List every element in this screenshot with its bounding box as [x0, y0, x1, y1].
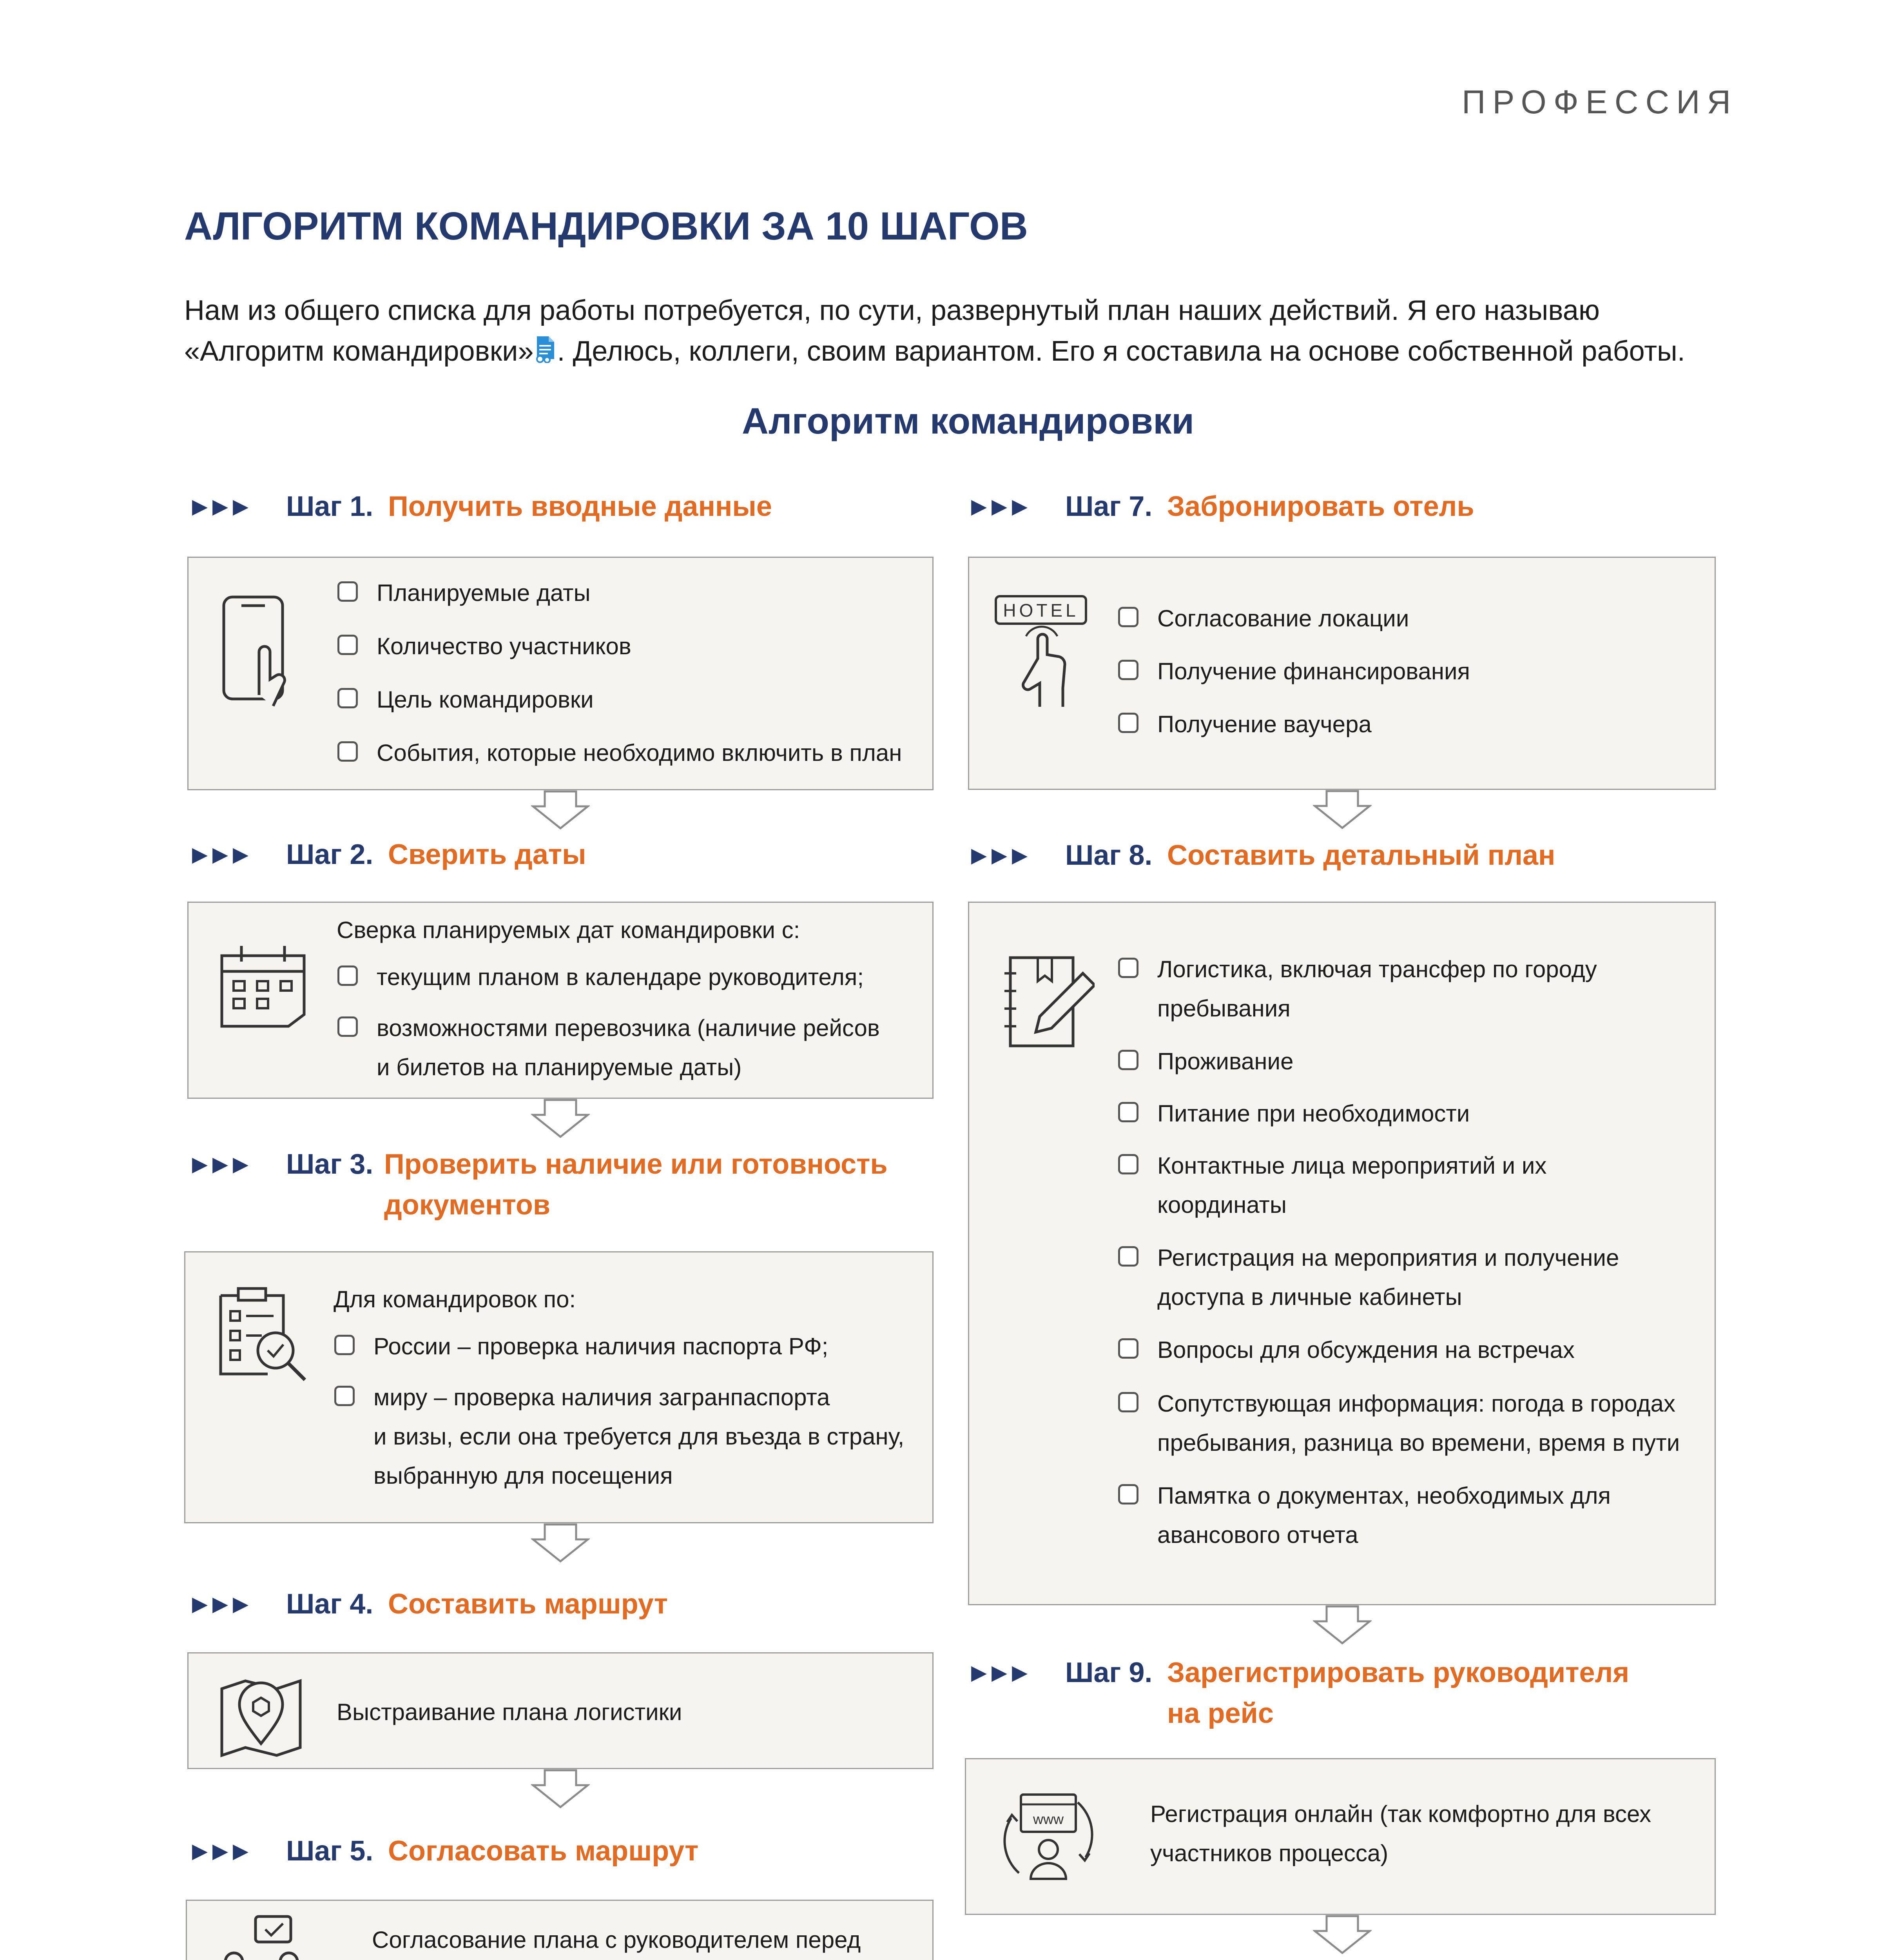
intro-paragraph — [184, 290, 1736, 372]
www-text: www — [1033, 1811, 1064, 1827]
checkbox[interactable] — [1118, 713, 1138, 733]
checkbox[interactable] — [1118, 660, 1138, 680]
checkbox[interactable] — [337, 1016, 358, 1037]
checkbox[interactable] — [1118, 1338, 1138, 1359]
checkbox[interactable] — [1118, 607, 1138, 627]
checklist-item: Памятка о документах, необходимых для авансового отчета — [1157, 1483, 1611, 1548]
step-title: Проверить наличие или готовность документов — [384, 1149, 888, 1221]
step-title: Получить вводные данные — [388, 491, 772, 522]
step-arrows: ▶▶▶ — [192, 1593, 253, 1615]
step-arrows: ▶▶▶ — [192, 495, 253, 518]
checklist-item: Получение ваучера — [1157, 711, 1372, 737]
smartphone-touch-icon — [220, 593, 298, 707]
step-lead-text: Сверка планируемых дат командировки с: — [337, 917, 800, 943]
step-number: Шаг 1. — [286, 491, 373, 522]
checklist-item: Сопутствующая информация: погода в городах пребывания, разница во времени, время в пути — [1157, 1390, 1680, 1456]
step-title: Согласовать маршрут — [388, 1835, 699, 1867]
checklist-item: Согласование локации — [1157, 605, 1409, 632]
hotel-sign-text: HOTEL — [1003, 600, 1079, 621]
hotel-sign-icon — [993, 593, 1091, 711]
checkbox[interactable] — [337, 581, 358, 602]
checklist-item: Проживание — [1157, 1048, 1294, 1074]
checkbox[interactable] — [1118, 958, 1138, 978]
down-arrow-icon — [1313, 1605, 1372, 1644]
checkbox[interactable] — [1118, 1102, 1138, 1122]
checklist-item: События, которые необходимо включить в план — [377, 740, 902, 766]
step-3-box — [184, 1251, 934, 1523]
step-arrows: ▶▶▶ — [192, 1840, 253, 1862]
step-number: Шаг 5. — [286, 1835, 373, 1867]
checkbox[interactable] — [1118, 1484, 1138, 1504]
step-8-box — [968, 902, 1716, 1605]
page-heading: АЛГОРИТМ КОМАНДИРОВКИ ЗА 10 ШАГОВ — [184, 204, 1028, 248]
step-2-box — [187, 902, 934, 1099]
checkbox[interactable] — [337, 688, 358, 708]
checkbox[interactable] — [337, 635, 358, 655]
checklist-magnifier-icon — [217, 1284, 311, 1382]
step-number: Шаг 7. — [1065, 491, 1153, 522]
step-number: Шаг 8. — [1065, 840, 1153, 871]
step-lead-text: Выстраивание плана логистики — [337, 1699, 682, 1725]
calendar-icon — [218, 940, 308, 1030]
step-title: Сверить даты — [388, 839, 586, 870]
document-link-icon[interactable] — [535, 333, 556, 361]
checklist-item: Количество участников — [377, 633, 631, 659]
section-label: ПРОФЕССИЯ — [1462, 83, 1738, 120]
checkbox[interactable] — [1118, 1050, 1138, 1070]
step-arrows: ▶▶▶ — [971, 495, 1032, 518]
step-5-box — [186, 1900, 934, 1960]
checkbox[interactable] — [1118, 1154, 1138, 1174]
down-arrow-icon — [1313, 1915, 1372, 1954]
step-lead-text: Согласование плана с руководителем перед — [372, 1927, 861, 1953]
notebook-pen-icon — [1001, 954, 1095, 1052]
checklist-item: Регистрация на мероприятия и получение доступа в личные кабинеты — [1157, 1245, 1619, 1310]
step-7-box — [968, 557, 1716, 790]
step-title: Зарегистрировать руководителя на рейс — [1167, 1657, 1630, 1729]
step-4-box — [187, 1652, 934, 1769]
map-pin-icon — [218, 1665, 308, 1759]
checkbox[interactable] — [1118, 1392, 1138, 1412]
checklist-item: Контактные лица мероприятий и их координаты — [1157, 1152, 1547, 1218]
step-arrows: ▶▶▶ — [192, 843, 253, 866]
checklist-item: Планируемые даты — [377, 580, 591, 606]
step-arrows: ▶▶▶ — [971, 844, 1032, 867]
step-title: Составить детальный план — [1167, 840, 1555, 871]
people-approval-icon — [216, 1915, 310, 1960]
down-arrow-icon — [1313, 790, 1372, 829]
checkbox[interactable] — [334, 1335, 355, 1355]
step-arrows: ▶▶▶ — [192, 1153, 253, 1176]
step-title: Забронировать отель — [1167, 491, 1474, 522]
checkbox[interactable] — [337, 741, 358, 762]
down-arrow-icon — [531, 1523, 590, 1563]
down-arrow-icon — [531, 1769, 590, 1808]
step-lead-text: Для командировок по: — [334, 1286, 576, 1312]
checklist-item: миру – проверка наличия загранпаспорта и визы, если она требуется для въезда в страну, выбранную для посещения — [373, 1384, 905, 1489]
step-number: Шаг 2. — [286, 839, 373, 870]
checkbox[interactable] — [1118, 1246, 1138, 1267]
step-1-box — [187, 557, 934, 790]
step-title: Составить маршрут — [388, 1588, 668, 1620]
checklist-item: текущим планом в календаре руководителя; — [377, 964, 864, 990]
algorithm-subtitle: Алгоритм командировки — [741, 400, 1195, 441]
checklist-item: Получение финансирования — [1157, 658, 1470, 684]
step-number: Шаг 4. — [286, 1588, 373, 1620]
checklist-item: возможностями перевозчика (наличие рейсов и билетов на планируемые даты) — [377, 1015, 880, 1080]
step-9-box — [965, 1758, 1716, 1915]
down-arrow-icon — [531, 1099, 590, 1138]
checklist-item: России – проверка наличия паспорта РФ; — [373, 1333, 828, 1359]
checklist-item: Вопросы для обсуждения на встречах — [1157, 1337, 1575, 1363]
step-number: Шаг 3. — [286, 1149, 373, 1180]
intro-text-2: . Делюсь, коллеги, своим вариантом. Его я составила на основе собственной работы. — [557, 336, 1685, 367]
step-lead-text: Регистрация онлайн (так комфортно для всех участников процесса) — [1150, 1801, 1651, 1866]
step-arrows: ▶▶▶ — [971, 1661, 1032, 1684]
step-number: Шаг 9. — [1065, 1657, 1153, 1688]
checklist-item: Логистика, включая трансфер по городу пребывания — [1157, 956, 1597, 1022]
checkbox[interactable] — [337, 965, 358, 986]
checkbox[interactable] — [334, 1386, 355, 1406]
checklist-item: Цель командировки — [377, 686, 594, 713]
intro-text-1: Нам из общего списка для работы потребуется, по сути, развернутый план наших действий. Я его называю «Алгоритм командировки» — [184, 295, 1600, 367]
down-arrow-icon — [531, 790, 590, 829]
checklist-item: Питание при необходимости — [1157, 1100, 1470, 1127]
web-registration-icon — [1001, 1791, 1095, 1885]
